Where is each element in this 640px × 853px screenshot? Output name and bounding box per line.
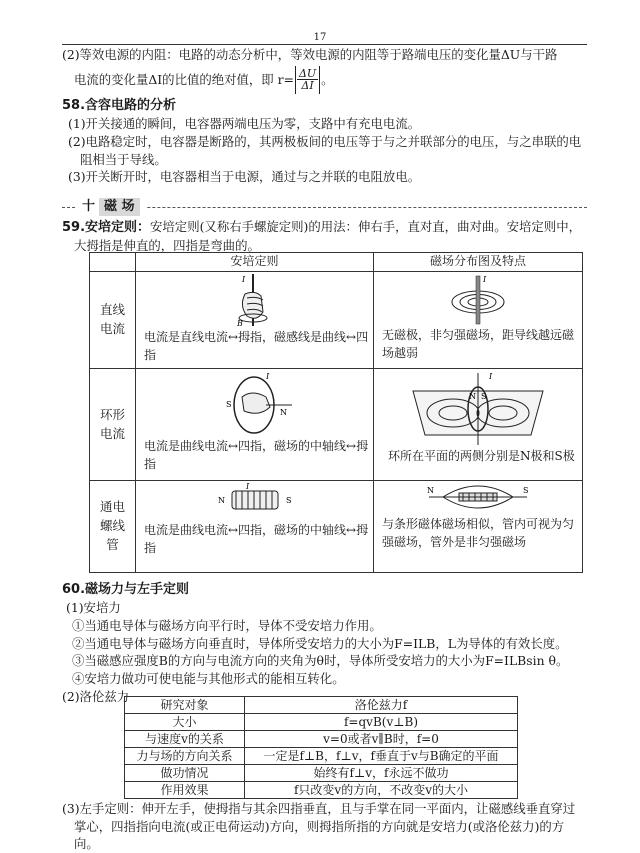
s58-item: (3)开关断开时，电容器相当于电源，通过与之并联的电阻放电。 bbox=[68, 169, 421, 185]
feature-cell bbox=[374, 272, 583, 369]
s59-text: 安培定则(又称右手螺旋定则)的用法：伸右手，直对直，曲对曲。安培定则中，大拇指是伸直的，四指是弯曲的。 bbox=[74, 219, 581, 254]
section-58 bbox=[62, 97, 587, 186]
table-row bbox=[90, 272, 583, 369]
delta-fraction bbox=[297, 68, 318, 92]
section-title: 磁 场 bbox=[99, 198, 140, 216]
label-I: I bbox=[241, 275, 245, 284]
solenoid-field-figure bbox=[423, 481, 533, 515]
svg-text:N: N bbox=[279, 408, 287, 417]
section-number: 十 bbox=[82, 198, 96, 214]
header-rule bbox=[62, 44, 587, 45]
s58-item: (2)电路稳定时，电容器是断路的，其两极板间的电压等于与之并联部分的电压，与之串联的电阻相当于导线。 bbox=[68, 134, 582, 167]
rule-caption: 电流是曲线电流↔四指，磁场的中轴线↔拇指 bbox=[144, 523, 369, 555]
s60-sub3-block bbox=[62, 800, 587, 853]
svg-text:N: N bbox=[217, 496, 225, 505]
s60-sub2: (2)洛伦兹力 bbox=[62, 688, 130, 704]
feature-caption: 环所在平面的两侧分别是N极和S极 bbox=[388, 449, 575, 463]
right-hand-straight-figure bbox=[225, 272, 285, 328]
svg-text:S: S bbox=[481, 392, 487, 401]
feature-cell bbox=[374, 369, 583, 481]
ampere-rule-table bbox=[89, 252, 583, 573]
row-label: 环形电流 bbox=[90, 369, 136, 481]
s59-title: 59.安培定则： bbox=[62, 220, 151, 235]
s58-title: 58.含容电路的分析 bbox=[62, 98, 177, 113]
svg-text:N: N bbox=[427, 486, 434, 495]
table-row: 作用效果 f只改变v的方向，不改变v的大小 bbox=[125, 782, 518, 799]
straight-field-figure bbox=[448, 272, 508, 326]
section-header-magnetism bbox=[62, 197, 587, 217]
lorentz-table bbox=[124, 696, 518, 799]
feature-cell bbox=[374, 481, 583, 573]
s60-item: ①当通电导体与磁场方向平行时，导体不受安培力作用。 bbox=[72, 618, 382, 634]
s60-item: ②当通电导体与磁场方向垂直时，导体所受安培力的大小为F=ILB，L为导体的有效长度。 bbox=[72, 635, 568, 651]
svg-text:I: I bbox=[265, 372, 269, 381]
table-row bbox=[90, 481, 583, 573]
rule-cell bbox=[136, 369, 374, 481]
rule-caption: 电流是直线电流↔拇指，磁感线是曲线↔四指 bbox=[144, 330, 369, 362]
frac-den: ΔI bbox=[301, 79, 314, 93]
rule-caption: 电流是曲线电流↔四指，磁场的中轴线↔拇指 bbox=[144, 439, 369, 471]
section-60 bbox=[62, 581, 587, 705]
table-row bbox=[90, 369, 583, 481]
label-B: B bbox=[236, 319, 243, 328]
feature-caption: 与条形磁体磁场相似，管内可视为匀强磁场，管外是非匀强磁场 bbox=[382, 517, 575, 549]
table-header: 磁场分布图及特点 bbox=[374, 253, 583, 272]
table-row: 做功情况 始终有f⊥v，f永远不做功 bbox=[125, 765, 518, 782]
row-label: 通电螺线管 bbox=[90, 481, 136, 573]
svg-text:S: S bbox=[225, 400, 231, 409]
s58-item: (1)开关接通的瞬间，电容器两端电压为零，支路中有充电电流。 bbox=[68, 116, 421, 132]
rule-cell bbox=[136, 272, 374, 369]
section-59 bbox=[62, 218, 587, 255]
table-row: 研究对象 洛伦兹力f bbox=[125, 697, 518, 714]
intro-line2 bbox=[62, 64, 587, 96]
right-hand-ring-figure bbox=[210, 369, 300, 437]
page-number: 17 bbox=[313, 32, 327, 43]
row-label: 直线电流 bbox=[90, 272, 136, 369]
table-header bbox=[90, 253, 136, 272]
intro-line1: (2)等效电源的内阻：电路的动态分析中，等效电源的内阻等于路端电压的变化量ΔU与干路 bbox=[62, 47, 558, 62]
s60-item: ③当磁感应强度B的方向与电流方向的夹角为θ时，导体所受安培力的大小为F=ILBsin θ。 bbox=[72, 653, 569, 669]
svg-text:I: I bbox=[245, 482, 249, 491]
table-row: 力与场的方向关系 一定是f⊥B，f⊥v，f垂直于v与B确定的平面 bbox=[125, 748, 518, 765]
feature-caption: 无磁极，非匀强磁场，距导线越远磁场越弱 bbox=[382, 328, 575, 360]
svg-text:N: N bbox=[469, 392, 476, 401]
s60-item: ④安培力做功可使电能与其他形式的能相互转化。 bbox=[72, 670, 345, 686]
frac-num: ΔU bbox=[298, 66, 317, 80]
svg-text:I: I bbox=[483, 275, 487, 284]
intro-line2-suffix: 。 bbox=[321, 71, 334, 87]
intro-line2-prefix: 电流的变化量ΔI的比值的绝对值，即 r= bbox=[74, 71, 294, 87]
svg-text:S: S bbox=[523, 486, 529, 495]
table-row: 与速度v的关系 v=0或者v∥B时，f=0 bbox=[125, 731, 518, 748]
table-row: 大小 f=qvB(v⊥B) bbox=[125, 714, 518, 731]
table-header: 安培定则 bbox=[136, 253, 374, 272]
svg-text:S: S bbox=[285, 496, 291, 505]
s60-sub3: (3)左手定则：伸开左手，使拇指与其余四指垂直，且与手掌在同一平面内，让磁感线垂直穿过掌心，四指指向电流(或正电荷运动)方向，则拇指所指的方向就是安培力(或洛伦兹力)的方向。 bbox=[62, 801, 576, 852]
ring-field-figure bbox=[403, 369, 553, 447]
s60-sub1: (1)安培力 bbox=[66, 600, 121, 616]
right-hand-solenoid-figure bbox=[210, 481, 300, 521]
svg-text:I: I bbox=[489, 372, 493, 381]
rule-cell bbox=[136, 481, 374, 573]
intro-block bbox=[62, 46, 587, 96]
s60-title: 60.磁场力与左手定则 bbox=[62, 582, 190, 597]
